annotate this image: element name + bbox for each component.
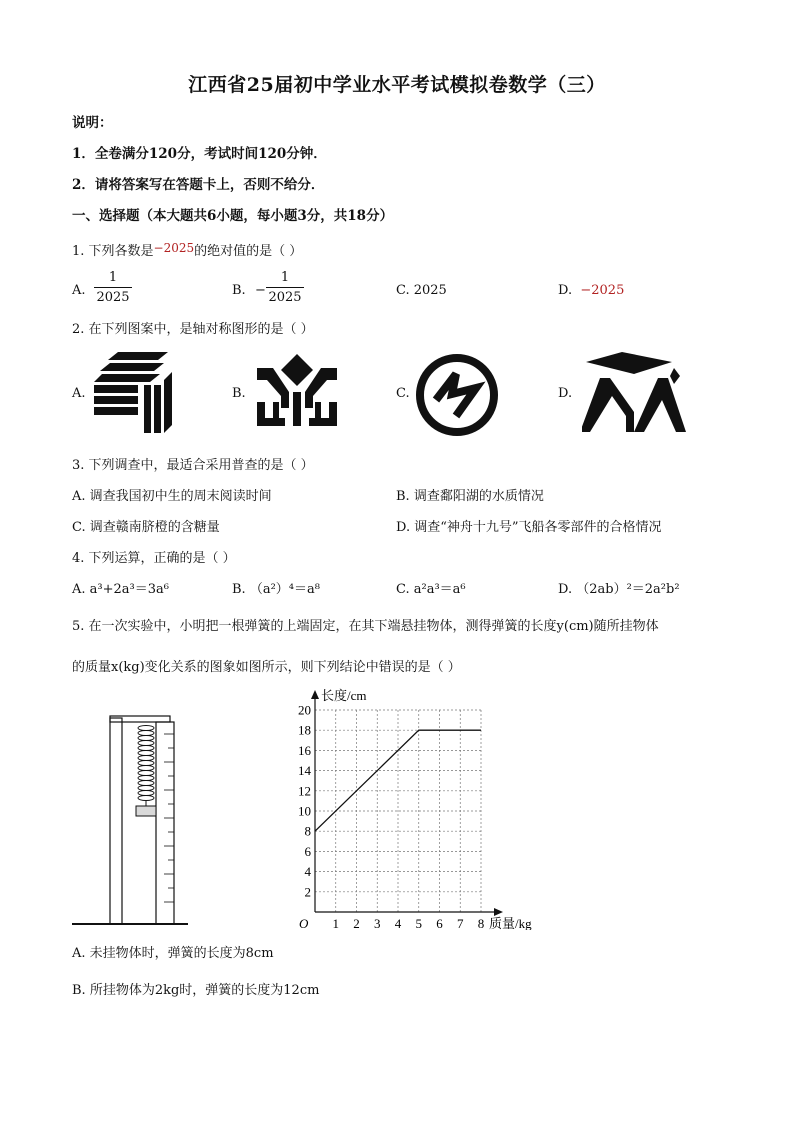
option-2a-label: A. bbox=[72, 386, 86, 401]
x-tick-label: 7 bbox=[457, 916, 464, 930]
question-5-stem-line-1: 5. 在一次实验中，小明把一根弹簧的上端固定，在其下端悬挂物体，测得弹簧的长度y(cm)随所挂物体 bbox=[72, 619, 659, 634]
instruction-item-1: 1．全卷满分120分，考试时间120分钟． bbox=[72, 146, 327, 162]
y-tick-label: 20 bbox=[298, 702, 311, 718]
chart-series bbox=[315, 730, 481, 831]
x-axis-label: 质量/kg bbox=[489, 916, 532, 930]
chart-ticks bbox=[298, 703, 484, 931]
pattern-a-figure bbox=[88, 350, 178, 436]
option-1b-label: B. bbox=[232, 283, 246, 298]
y-axis-label: 长度/cm bbox=[321, 688, 367, 703]
option-2d-label: D. bbox=[558, 386, 573, 401]
option-4d: D. （2ab）²＝2a²b² bbox=[558, 582, 680, 597]
chart-grid bbox=[315, 710, 481, 912]
page-title: 江西省25届初中学业水平考试模拟卷数学（三） bbox=[188, 74, 606, 96]
y-tick-label: 10 bbox=[298, 803, 311, 819]
option-1a-label: A. bbox=[72, 283, 86, 298]
x-axis-arrow bbox=[494, 908, 503, 916]
option-5b: B. 所挂物体为2kg时，弹簧的长度为12cm bbox=[72, 983, 320, 998]
x-tick-label: 8 bbox=[477, 916, 485, 930]
y-tick-label: 6 bbox=[304, 843, 311, 859]
origin-label: O bbox=[299, 916, 309, 930]
option-5a: A. 未挂物体时，弹簧的长度为8cm bbox=[72, 946, 274, 961]
y-tick-label: 18 bbox=[298, 722, 311, 738]
x-tick-label: 5 bbox=[415, 916, 422, 930]
instruction-item-2: 2．请将答案写在答题卡上，否则不给分． bbox=[72, 177, 325, 193]
x-tick-label: 4 bbox=[394, 916, 402, 930]
pattern-d-figure bbox=[582, 350, 686, 436]
option-1d: D. −2025 bbox=[558, 283, 625, 298]
spring-length-chart bbox=[280, 684, 560, 930]
option-3b: B. 调查鄱阳湖的水质情况 bbox=[396, 489, 544, 504]
series-line bbox=[315, 730, 481, 831]
option-1b-sign: − bbox=[255, 283, 266, 298]
question-5-stem-line-2: 的质量x(kg)变化关系的图象如图所示，则下列结论中错误的是（ ） bbox=[72, 660, 461, 675]
x-tick-label: 1 bbox=[332, 916, 339, 930]
pattern-c-figure bbox=[414, 352, 500, 438]
chart-axes bbox=[311, 690, 503, 916]
x-tick-label: 6 bbox=[436, 916, 443, 930]
y-tick-label: 14 bbox=[298, 763, 311, 779]
y-axis-arrow bbox=[311, 690, 319, 699]
y-tick-label: 12 bbox=[298, 783, 311, 799]
y-tick-label: 8 bbox=[304, 823, 311, 839]
option-1c: C. 2025 bbox=[396, 283, 447, 298]
y-tick-label: 4 bbox=[304, 864, 311, 880]
question-1-stem: 1. 下列各数是−2025的绝对值的是（ ） bbox=[72, 241, 303, 259]
option-1b-fraction: 1 2025 bbox=[266, 270, 304, 305]
option-3c: C. 调查赣南脐橙的含糖量 bbox=[72, 520, 220, 535]
option-4b: B. （a²）⁴＝a⁸ bbox=[232, 582, 320, 597]
question-2-stem: 2. 在下列图案中，是轴对称图形的是（ ） bbox=[72, 322, 314, 337]
option-3a: A. 调查我国初中生的周末阅读时间 bbox=[72, 489, 272, 504]
option-1a-fraction: 1 2025 bbox=[94, 270, 132, 305]
y-tick-label: 16 bbox=[298, 742, 311, 758]
option-4a: A. a³+2a³＝3a⁶ bbox=[72, 582, 169, 597]
question-4-stem: 4. 下列运算，正确的是（ ） bbox=[72, 551, 236, 566]
option-2c-label: C. bbox=[396, 386, 410, 401]
spring-apparatus-figure bbox=[70, 712, 190, 930]
section-heading-choice: 一、选择题（本大题共6小题，每小题3分，共18分） bbox=[72, 208, 394, 224]
instructions-label: 说明： bbox=[72, 115, 113, 131]
question-1-number: −2025 bbox=[153, 241, 195, 255]
y-tick-label: 2 bbox=[304, 884, 311, 900]
option-4c: C. a²a³＝a⁶ bbox=[396, 582, 466, 597]
option-2b-label: B. bbox=[232, 386, 246, 401]
pattern-b-figure bbox=[253, 352, 341, 428]
question-3-stem: 3. 下列调查中，最适合采用普查的是（ ） bbox=[72, 458, 314, 473]
option-3d: D. 调查“神舟十九号”飞船各零部件的合格情况 bbox=[396, 520, 662, 535]
x-tick-label: 3 bbox=[374, 916, 381, 930]
x-tick-label: 2 bbox=[353, 916, 360, 930]
